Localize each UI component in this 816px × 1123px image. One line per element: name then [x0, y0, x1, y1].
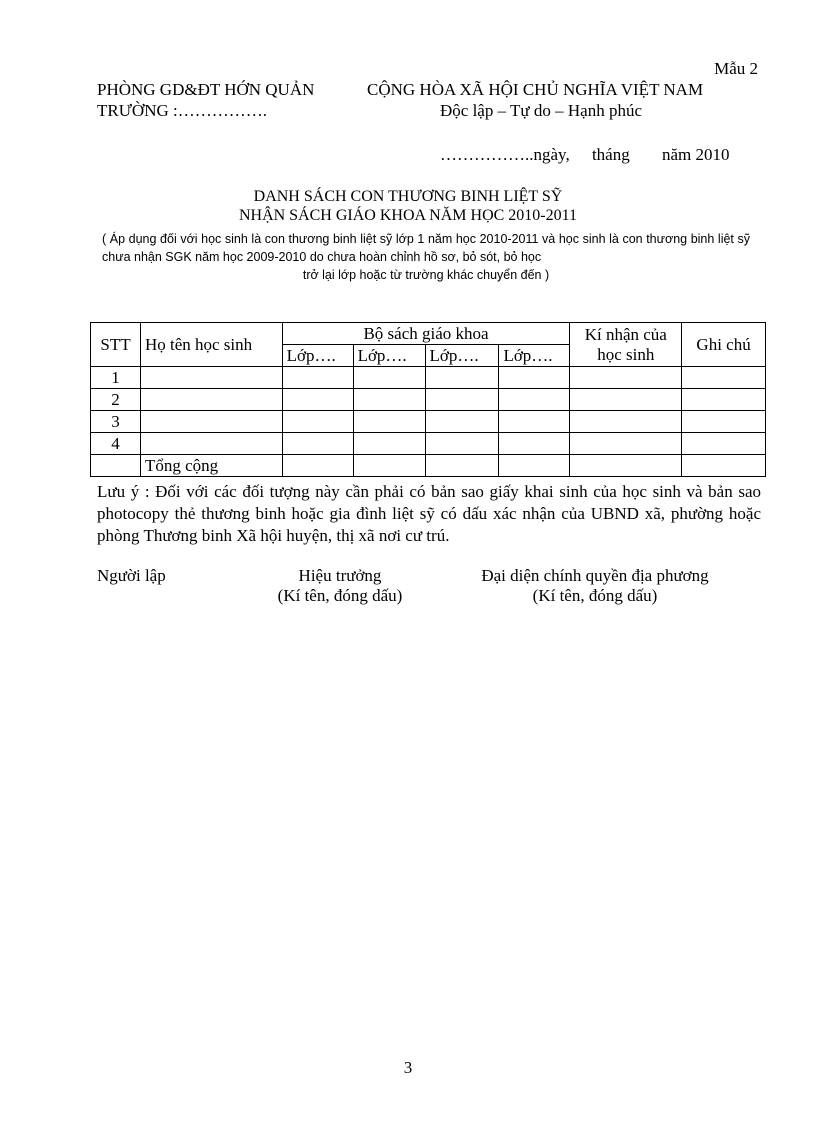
cell-grade	[282, 433, 353, 455]
signature-local-authority-instruction: (Kí tên, đóng dấu)	[532, 586, 658, 605]
cell-grade	[425, 367, 499, 389]
document-title-line-1: DANH SÁCH CON THƯƠNG BINH LIỆT SỸ	[253, 188, 563, 205]
cell-name	[140, 367, 282, 389]
header-notes: Ghi chú	[682, 323, 766, 367]
cell-name	[140, 411, 282, 433]
row-number: 1	[91, 367, 141, 389]
date-line	[440, 145, 758, 165]
row-number: 4	[91, 433, 141, 455]
date-month: tháng	[591, 145, 630, 164]
cell-receipt	[570, 433, 682, 455]
page-number: 3	[403, 1058, 413, 1077]
cell-grade	[499, 389, 570, 411]
total-label: Tổng cộng	[140, 455, 282, 477]
table-row	[91, 367, 766, 389]
subtitle-main: ( Áp dụng đối với học sinh là con thương binh liệt sỹ lớp 1 năm học 2010-2011 và học sinh là con thương binh liệt sỹ chưa nhận SGK năm học 2009-2010 do chưa hoàn chỉnh hồ sơ, bỏ sót, bỏ học	[102, 232, 750, 264]
cell-grade	[425, 455, 499, 477]
cell-grade	[353, 389, 425, 411]
cell-grade	[425, 411, 499, 433]
signature-local-authority: Đại diện chính quyền địa phương	[481, 566, 709, 585]
school-name-line: TRƯỜNG :…………….	[97, 101, 267, 120]
date-year: năm 2010	[661, 145, 730, 164]
header-grade-4: Lớp….	[499, 345, 570, 367]
cell-grade	[282, 367, 353, 389]
cell-notes	[682, 433, 766, 455]
cell-grade	[425, 389, 499, 411]
cell-grade	[282, 411, 353, 433]
document-title-line-2: NHẬN SÁCH GIÁO KHOA NĂM HỌC 2010-2011	[238, 207, 578, 224]
cell-blank	[91, 455, 141, 477]
cell-grade	[499, 367, 570, 389]
cell-receipt	[570, 367, 682, 389]
table-total-row	[91, 455, 766, 477]
header-grade-2: Lớp….	[353, 345, 425, 367]
cell-receipt	[570, 455, 682, 477]
cell-grade	[353, 411, 425, 433]
national-motto: Độc lập – Tự do – Hạnh phúc	[440, 101, 642, 120]
signature-preparer: Người lập	[97, 566, 166, 585]
department-name: PHÒNG GD&ĐT HỚN QUẢN	[97, 80, 315, 99]
table-row	[91, 411, 766, 433]
form-label: Mẫu 2	[714, 59, 758, 78]
cell-grade	[353, 367, 425, 389]
subtitle-last-line: trở lại lớp hoặc từ trường khác chuyển đến )	[302, 268, 550, 282]
document-subtitle	[102, 230, 750, 284]
signature-principal-block	[260, 566, 420, 606]
table-row	[91, 433, 766, 455]
note-paragraph: Lưu ý : Đối với các đối tượng này cần phải có bản sao giấy khai sinh của học sinh và bản sao photocopy thẻ thương binh hoặc gia đình liệt sỹ có dấu xác nhận của UBND xã, phường hoặc phòng Thương binh Xã hội huyện, thị xã nơi cư trú.	[97, 482, 761, 545]
row-number: 2	[91, 389, 141, 411]
signature-local-authority-block	[450, 566, 740, 606]
cell-receipt	[570, 389, 682, 411]
cell-name	[140, 433, 282, 455]
header-grade-3: Lớp….	[425, 345, 499, 367]
header-stt: STT	[91, 323, 141, 367]
signature-principal-instruction: (Kí tên, đóng dấu)	[277, 586, 403, 605]
cell-notes	[682, 367, 766, 389]
header-student-receipt: Kí nhận của học sinh	[570, 323, 682, 367]
cell-name	[140, 389, 282, 411]
row-number: 3	[91, 411, 141, 433]
date-day: ……………..ngày,	[440, 145, 570, 164]
header-student-name: Họ tên học sinh	[140, 323, 282, 367]
cell-notes	[682, 455, 766, 477]
cell-grade	[282, 455, 353, 477]
cell-grade	[353, 455, 425, 477]
student-roster-table	[90, 322, 766, 477]
cell-grade	[499, 433, 570, 455]
national-title: CỘNG HÒA XÃ HỘI CHỦ NGHĨA VIỆT NAM	[367, 80, 704, 99]
cell-notes	[682, 411, 766, 433]
table-row	[91, 389, 766, 411]
cell-notes	[682, 389, 766, 411]
cell-grade	[499, 411, 570, 433]
cell-grade	[282, 389, 353, 411]
signature-principal: Hiệu trưởng	[298, 566, 382, 585]
header-textbook-set: Bộ sách giáo khoa	[282, 323, 570, 345]
cell-grade	[353, 433, 425, 455]
cell-receipt	[570, 411, 682, 433]
table-header-row	[91, 323, 766, 345]
cell-grade	[499, 455, 570, 477]
header-grade-1: Lớp….	[282, 345, 353, 367]
cell-grade	[425, 433, 499, 455]
